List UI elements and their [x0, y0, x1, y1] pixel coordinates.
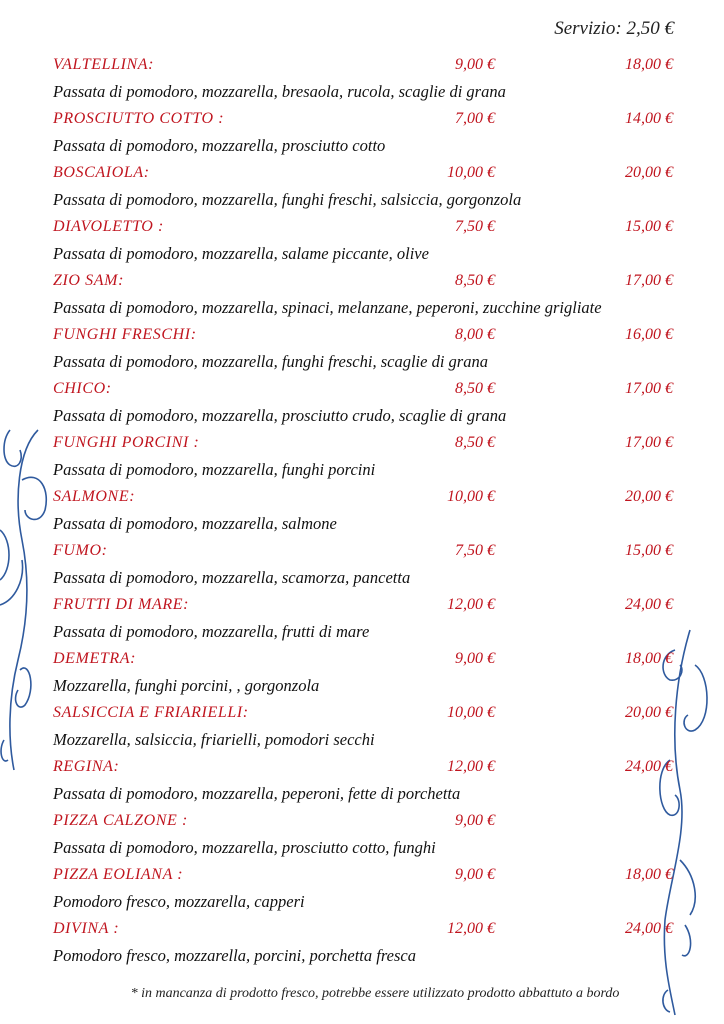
- price-large: 17,00 €: [625, 434, 673, 451]
- price-small: 9,00 €: [455, 56, 495, 73]
- price-large: 20,00 €: [625, 164, 673, 181]
- price-small: 8,50 €: [455, 380, 495, 397]
- price-small: 10,00 €: [447, 164, 495, 181]
- item-description: Passata di pomodoro, mozzarella, scamorza, pancetta: [53, 568, 411, 587]
- footnote: * in mancanza di prodotto fresco, potrebbe essere utilizzato prodotto abbattuto a bordo: [130, 986, 620, 1001]
- price-small: 8,50 €: [455, 434, 495, 451]
- menu-item: [53, 326, 675, 380]
- item-description: Passata di pomodoro, mozzarella, salame piccante, olive: [53, 244, 429, 263]
- price-large: 14,00 €: [625, 110, 673, 127]
- price-large: 20,00 €: [625, 704, 673, 721]
- item-name: DIVINA :: [53, 920, 120, 937]
- item-name: FRUTTI DI MARE:: [53, 596, 190, 613]
- item-description: Passata di pomodoro, mozzarella, funghi freschi, scaglie di grana: [53, 352, 488, 371]
- price-small: 9,00 €: [455, 866, 495, 883]
- price-large: 24,00 €: [625, 920, 673, 937]
- item-name: SALMONE:: [53, 488, 136, 505]
- price-small: 12,00 €: [447, 920, 495, 937]
- price-small: 8,00 €: [455, 326, 495, 343]
- price-small: 12,00 €: [447, 758, 495, 775]
- item-description: Pomodoro fresco, mozzarella, capperi: [53, 892, 305, 911]
- menu-item: [53, 542, 675, 596]
- price-small: 10,00 €: [447, 488, 495, 505]
- item-description: Passata di pomodoro, mozzarella, frutti di mare: [53, 622, 370, 641]
- item-description: Passata di pomodoro, mozzarella, salmone: [53, 514, 337, 533]
- item-name: CHICO:: [53, 380, 112, 397]
- item-name: PIZZA CALZONE :: [53, 812, 188, 829]
- item-description: Mozzarella, funghi porcini, , gorgonzola: [53, 676, 320, 695]
- item-description: Passata di pomodoro, mozzarella, bresaola, rucola, scaglie di grana: [53, 82, 506, 101]
- price-small: 10,00 €: [447, 704, 495, 721]
- price-small: 7,00 €: [455, 110, 495, 127]
- decorative-swirl-left: [0, 420, 60, 780]
- item-name: PIZZA EOLIANA :: [53, 866, 184, 883]
- item-name: REGINA:: [53, 758, 120, 775]
- item-description: Pomodoro fresco, mozzarella, porcini, porchetta fresca: [53, 946, 416, 965]
- item-name: SALSICCIA E FRIARIELLI:: [53, 704, 249, 721]
- price-large: 20,00 €: [625, 488, 673, 505]
- price-small: 9,00 €: [455, 812, 495, 829]
- item-description: Mozzarella, salsiccia, friarielli, pomodori secchi: [53, 730, 375, 749]
- menu-item: [53, 218, 675, 272]
- price-large: 24,00 €: [625, 758, 673, 775]
- item-name: VALTELLINA:: [53, 56, 155, 73]
- item-name: ZIO SAM:: [53, 272, 125, 289]
- price-small: 9,00 €: [455, 650, 495, 667]
- item-name: DIAVOLETTO :: [53, 218, 164, 235]
- item-description: Passata di pomodoro, mozzarella, prosciutto cotto, funghi: [53, 838, 436, 857]
- item-description: Passata di pomodoro, mozzarella, peperoni, fette di porchetta: [53, 784, 461, 803]
- menu-item: [53, 920, 675, 974]
- menu-item: [53, 434, 675, 488]
- price-small: 12,00 €: [447, 596, 495, 613]
- menu-item: [53, 758, 675, 812]
- price-large: 17,00 €: [625, 380, 673, 397]
- menu-item: [53, 650, 675, 704]
- item-description: Passata di pomodoro, mozzarella, funghi porcini: [53, 460, 376, 479]
- price-small: 7,50 €: [455, 542, 495, 559]
- menu-item: [53, 380, 675, 434]
- item-name: PROSCIUTTO COTTO :: [53, 110, 225, 127]
- price-small: 8,50 €: [455, 272, 495, 289]
- item-description: Passata di pomodoro, mozzarella, prosciutto cotto: [53, 136, 386, 155]
- item-description: Passata di pomodoro, mozzarella, prosciutto crudo, scaglie di grana: [53, 406, 507, 425]
- price-large: 18,00 €: [625, 650, 673, 667]
- menu-item: [53, 272, 675, 326]
- menu-item: [53, 812, 675, 866]
- price-large: 18,00 €: [625, 56, 673, 73]
- menu-item: [53, 866, 675, 920]
- item-name: FUNGHI PORCINI :: [53, 434, 200, 451]
- item-name: DEMETRA:: [53, 650, 137, 667]
- menu-item: [53, 488, 675, 542]
- service-charge: Servizio: 2,50 €: [554, 18, 674, 39]
- price-small: 7,50 €: [455, 218, 495, 235]
- item-name: FUNGHI FRESCHI:: [53, 326, 197, 343]
- price-large: 17,00 €: [625, 272, 673, 289]
- price-large: 18,00 €: [625, 866, 673, 883]
- menu-item: [53, 596, 675, 650]
- menu-item: [53, 704, 675, 758]
- item-name: FUMO:: [53, 542, 108, 559]
- menu-item: [53, 56, 675, 110]
- item-description: Passata di pomodoro, mozzarella, spinaci, melanzane, peperoni, zucchine grigliate: [53, 298, 602, 317]
- item-description: Passata di pomodoro, mozzarella, funghi freschi, salsiccia, gorgonzola: [53, 190, 522, 209]
- menu-item: [53, 164, 675, 218]
- item-name: BOSCAIOLA:: [53, 164, 150, 181]
- price-large: 15,00 €: [625, 542, 673, 559]
- price-large: 24,00 €: [625, 596, 673, 613]
- price-large: 16,00 €: [625, 326, 673, 343]
- menu-item: [53, 110, 675, 164]
- price-large: 15,00 €: [625, 218, 673, 235]
